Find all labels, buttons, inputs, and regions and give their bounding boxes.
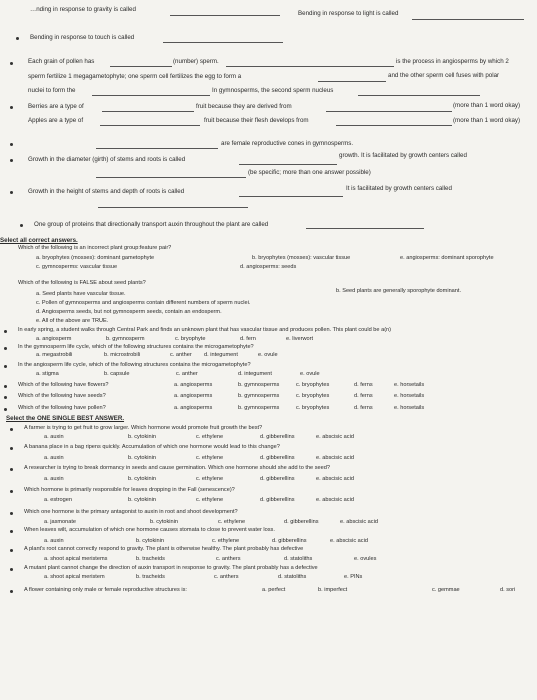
q-flower-sex: A flower containing only male or female reproductive structures is: <box>24 587 187 593</box>
option-text[interactable]: a. stigma <box>36 371 59 377</box>
bullet <box>10 468 13 471</box>
section-heading-select-all: Select all correct answers. <box>0 237 78 244</box>
q-auxin-transport: A mutant plant cannot change the direction of auxin transport in response to gravity. The plant probably has a defective <box>24 565 318 571</box>
bullet <box>10 62 13 65</box>
bullet <box>10 447 13 450</box>
option-text[interactable]: b. gymnosperms <box>238 393 280 399</box>
option-text[interactable]: b. microstrobili <box>104 352 141 358</box>
option-text[interactable]: c. Pollen of gymnosperms and angiosperms contain different numbers of sperm nuclei. <box>36 300 251 306</box>
option-text[interactable]: a. estrogen <box>44 497 72 503</box>
blank-secondary-growth[interactable] <box>239 164 337 165</box>
blank-pin-proteins[interactable] <box>306 228 424 229</box>
hint-more-words: (more than 1 word okay) <box>453 102 521 109</box>
blank-berry-type[interactable] <box>102 111 194 112</box>
bullet <box>10 143 13 146</box>
option-text[interactable]: b. Seed plants are generally sporophyte dominant. <box>336 288 462 294</box>
option-text[interactable]: b. cytokinin <box>128 497 156 503</box>
q-polar: and the other sperm cell fuses with polar <box>388 72 500 79</box>
option-text[interactable]: c. ethylene <box>218 519 246 525</box>
option-text[interactable]: b. tracheids <box>136 556 165 562</box>
option-text[interactable]: a. angiosperms <box>174 382 213 388</box>
q-gymno-sperm: In gymnosperms, the second sperm nucleus <box>212 87 334 94</box>
q-height-centers: It is facilitated by growth centers called <box>346 185 452 192</box>
option-text[interactable]: c. gemmae <box>432 587 460 593</box>
q-false-seed: Which of the following is FALSE about seed plants? <box>18 280 146 286</box>
q-central-park: In early spring, a student walks through Central Park and finds an unknown plant that has vascular tissue and produces pollen. This plant could be a(n) <box>18 327 392 333</box>
q-seeds: Which of the following have seeds? <box>18 393 106 399</box>
q-wilt: When leaves wilt, accumulation of which one hormone causes stomata to close to prevent water loss. <box>24 527 275 533</box>
q-double-fert: is the process in angiosperms by which 2 <box>396 58 509 65</box>
bullet <box>4 330 7 333</box>
option-text[interactable]: e. horsetails <box>394 382 425 388</box>
blank-thigmotropism[interactable] <box>163 42 283 43</box>
option-text[interactable]: b. capsule <box>104 371 130 377</box>
q-gravity-root: A plant's root cannot correctly respond to gravity. The plant is otherwise healthy. The plant probably has defective <box>24 546 304 552</box>
q-cones: are female reproductive cones in gymnosperms. <box>221 140 354 147</box>
q-apples: Apples are a type of <box>28 117 84 124</box>
option-text[interactable]: d. gibberellins <box>260 476 295 482</box>
option-text[interactable]: d. fern <box>240 336 256 342</box>
option-text[interactable]: a. auxin <box>44 538 64 544</box>
bullet <box>10 490 13 493</box>
option-text[interactable]: b. gymnosperms <box>238 405 280 411</box>
option-text[interactable]: a. Seed plants have vascular tissue. <box>36 291 126 297</box>
option-text[interactable]: c. ethylene <box>196 497 224 503</box>
bullet <box>4 396 7 399</box>
bullet <box>4 408 7 411</box>
bullet <box>10 549 13 552</box>
bullet <box>16 37 19 40</box>
option-text[interactable]: d. ferns <box>354 405 373 411</box>
option-text[interactable]: d. gibberellins <box>284 519 319 525</box>
q-sperm-fert: sperm fertilize 1 megagametophyte; one sperm cell fertilizes the egg to form a <box>28 73 242 80</box>
q-angio-micro: In the angiosperm life cycle, which of the following structures contains the microgametophyte? <box>18 362 251 368</box>
blank-apple-type[interactable] <box>100 125 200 126</box>
bullet <box>10 530 13 533</box>
option-text[interactable]: e. abscisic acid <box>316 434 354 440</box>
q-berries: Berries are a type of <box>28 103 84 110</box>
q-dormancy: A researcher is trying to break dormancy in seeds and cause germination. Which one hormone should she add to the seed? <box>24 465 330 471</box>
option-text[interactable]: e. angiosperms: dominant sporophyte <box>400 255 494 261</box>
option-text[interactable]: e. abscisic acid <box>316 476 354 482</box>
option-text[interactable]: e. abscisic acid <box>330 538 368 544</box>
section-heading-single: Select the ONE SINGLE BEST ANSWER. <box>6 415 125 422</box>
option-text[interactable]: c. gymnosperms: vascular tissue <box>36 264 118 270</box>
option-text[interactable]: c. ethylene <box>196 434 224 440</box>
option-text[interactable]: e. abscisic acid <box>340 519 378 525</box>
option-text[interactable]: b. imperfect <box>318 587 348 593</box>
option-text[interactable]: c. anther <box>170 352 192 358</box>
blank-berry-origin[interactable] <box>326 111 452 112</box>
option-text[interactable]: a. angiosperms <box>174 393 213 399</box>
blank-zygote[interactable] <box>318 81 386 82</box>
option-text[interactable]: e. abscisic acid <box>316 497 354 503</box>
q-flowers: Which of the following have flowers? <box>18 382 109 388</box>
bullet <box>10 512 13 515</box>
option-text[interactable]: e. horsetails <box>394 393 425 399</box>
q-farmer: A farmer is trying to get fruit to grow larger. Which hormone would promote fruit growth the best? <box>24 425 263 431</box>
bullet <box>10 191 13 194</box>
blank-apical-meristems[interactable] <box>98 207 248 208</box>
option-text[interactable]: d. integument <box>204 352 238 358</box>
option-text[interactable]: c. ethylene <box>196 476 224 482</box>
option-text[interactable]: a. angiosperm <box>36 336 72 342</box>
option-text[interactable]: b. bryophytes (mosses): vascular tissue <box>252 255 351 261</box>
option-text[interactable]: d. gibberellins <box>260 497 295 503</box>
option-text[interactable]: a. jasmonate <box>44 519 77 525</box>
option-text[interactable]: b. cytokinin <box>136 538 164 544</box>
option-text[interactable]: c. bryophytes <box>296 405 330 411</box>
option-text[interactable]: c. anthers <box>214 574 239 580</box>
hint-more-words: (more than 1 word okay) <box>453 117 521 124</box>
q-antagonist: Which one hormone is the primary antagonist to auxin in root and shoot development? <box>24 509 238 515</box>
bullet <box>10 106 13 109</box>
option-text[interactable]: e. abscisic acid <box>316 455 354 461</box>
option-text[interactable]: e. All of the above are TRUE. <box>36 318 109 324</box>
option-text[interactable]: b. cytokinin <box>150 519 178 525</box>
q-thigmotropism: Bending in response to touch is called <box>30 34 135 41</box>
q-apples-flesh: fruit because their flesh develops from <box>204 117 309 124</box>
bullet <box>10 590 13 593</box>
blank-cones[interactable] <box>96 148 218 149</box>
option-text[interactable]: c. anther <box>176 371 198 377</box>
blank-sperm-number[interactable] <box>110 66 172 67</box>
q-nuclei: nuclei to form the <box>28 87 76 94</box>
bullet <box>4 347 7 350</box>
option-text[interactable]: b. gymnosperms <box>238 382 280 388</box>
bullet <box>20 224 23 227</box>
option-text[interactable]: a. perfect <box>262 587 286 593</box>
option-text[interactable]: a. auxin <box>44 476 64 482</box>
option-text[interactable]: c. bryophytes <box>296 393 330 399</box>
blank-endosperm[interactable] <box>92 95 210 96</box>
q-height: Growth in the height of stems and depth of roots is called <box>28 188 185 195</box>
option-text[interactable]: e. ovule <box>258 352 278 358</box>
q-pollen: Each grain of pollen has <box>28 58 95 65</box>
option-text[interactable]: a. bryophytes (mosses): dominant gametophyte <box>36 255 155 261</box>
q-gravitropism: …nding in response to gravity is called <box>30 6 136 13</box>
q-pollen-groups: Which of the following have pollen? <box>18 405 106 411</box>
option-text[interactable]: a. auxin <box>44 434 64 440</box>
option-text[interactable]: d. gibberellins <box>260 434 295 440</box>
option-text[interactable]: c. ethylene <box>212 538 240 544</box>
q-incorrect-pair: Which of the following is an incorrect plant group:feature pair? <box>18 245 172 251</box>
blank-primary-growth[interactable] <box>239 196 343 197</box>
blank-apple-origin[interactable] <box>336 125 452 126</box>
q-pollen-number: (number) sperm. <box>173 58 219 65</box>
option-text[interactable]: e. horsetails <box>394 405 425 411</box>
option-text[interactable]: d. gibberellins <box>260 455 295 461</box>
q-phototropism: Bending in response to light is called <box>298 10 399 17</box>
bullet <box>10 568 13 571</box>
bullet <box>10 159 13 162</box>
blank-double-fertilization[interactable] <box>226 66 394 67</box>
bullet <box>4 365 7 368</box>
q-auxin-proteins: One group of proteins that directionally transport auxin throughout the plant are called <box>34 221 269 228</box>
option-text[interactable]: d. integument <box>238 371 272 377</box>
q-banana: A banana place in a bag ripens quickly. Accumulation of which one hormone would lead to this change? <box>24 444 280 450</box>
bullet <box>4 385 7 388</box>
option-text[interactable]: d. statoliths <box>278 574 307 580</box>
option-text[interactable]: d. sori <box>500 587 516 593</box>
option-text[interactable]: e. liverwort <box>286 336 314 342</box>
option-text[interactable]: e. ovules <box>354 556 377 562</box>
option-text[interactable]: d. Angiosperms seeds, but not gymnosperm seeds, contain an endosperm. <box>36 309 222 315</box>
option-text[interactable]: b. cytokinin <box>128 434 156 440</box>
blank-gravitropism[interactable] <box>170 15 280 16</box>
hint-specific: (be specific; more than one answer possible) <box>248 169 371 176</box>
option-text[interactable]: b. cytokinin <box>128 476 156 482</box>
option-text[interactable]: b. tracheids <box>136 574 165 580</box>
q-berries-derived: fruit because they are derived from <box>196 103 292 110</box>
option-text[interactable]: d. angiosperms: seeds <box>240 264 297 270</box>
blank-phototropism[interactable] <box>412 19 524 20</box>
option-text[interactable]: d. ferns <box>354 393 373 399</box>
q-girth-centers: growth. It is facilitated by growth centers called <box>339 152 467 159</box>
option-text[interactable]: c. anthers <box>216 556 241 562</box>
option-text[interactable]: a. angiosperms <box>174 405 213 411</box>
blank-lateral-meristems[interactable] <box>96 177 246 178</box>
option-text[interactable]: a. megastrobili <box>36 352 73 358</box>
q-gymno-micro: In the gymnosperm life cycle, which of the following structures contains the microgametophyte? <box>18 344 254 350</box>
option-text[interactable]: b. cytokinin <box>128 455 156 461</box>
option-text[interactable]: a. shoot apical meristems <box>44 556 108 562</box>
option-text[interactable]: d. statoliths <box>284 556 313 562</box>
bullet <box>10 428 13 431</box>
option-text[interactable]: c. bryophytes <box>296 382 330 388</box>
option-text[interactable]: a. auxin <box>44 455 64 461</box>
option-text[interactable]: d. ferns <box>354 382 373 388</box>
option-text[interactable]: a. shoot apical meristem <box>44 574 105 580</box>
q-girth: Growth in the diameter (girth) of stems and roots is called <box>28 156 186 163</box>
option-text[interactable]: b. gymnosperm <box>106 336 145 342</box>
option-text[interactable]: d. gibberellins <box>272 538 307 544</box>
option-text[interactable]: e. ovule <box>300 371 320 377</box>
blank-second-sperm[interactable] <box>358 95 480 96</box>
option-text[interactable]: c. bryophyte <box>175 336 206 342</box>
option-text[interactable]: e. PINs <box>344 574 363 580</box>
q-senescence: Which hormone is primarily responsible for leaves dropping in the Fall (senescence)? <box>24 487 235 493</box>
option-text[interactable]: c. ethylene <box>196 455 224 461</box>
